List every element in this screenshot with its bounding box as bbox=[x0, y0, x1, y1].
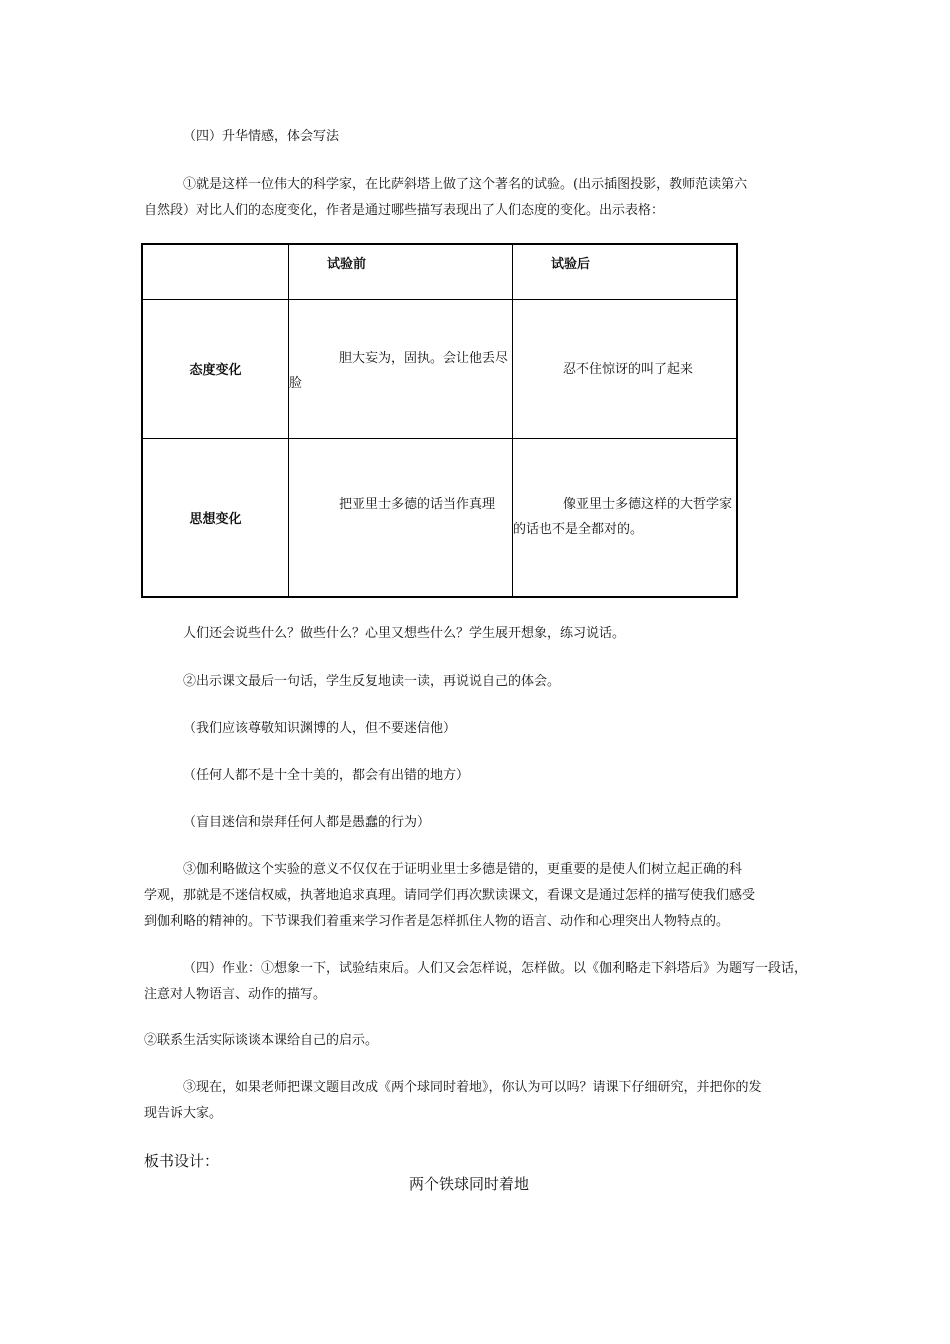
thought-before: 把亚里士多德的话当作真理 bbox=[339, 496, 496, 512]
item-2: ②出示课文最后一句话，学生反复地读一读，再说说自己的体会。 bbox=[183, 674, 561, 689]
item-3-line-1: ③伽利略做这个实验的意义不仅仅在于证明业里士多德是错的，更重要的是使人们树立起正确的科 bbox=[183, 862, 743, 877]
table-header-cell bbox=[513, 244, 738, 299]
header-after: 试验后 bbox=[551, 257, 591, 272]
homework-3-line-2: 现告诉大家。 bbox=[144, 1106, 223, 1121]
table-cell bbox=[513, 438, 738, 597]
quote-1: （我们应该尊敬知识渊博的人，但不要迷信他） bbox=[183, 721, 457, 736]
homework-2: ②联系生活实际谈谈本课给自己的启示。 bbox=[144, 1033, 379, 1048]
attitude-before: 胆大妄为，固执。会让他丢尽脸 bbox=[289, 350, 509, 391]
item-3-line-3: 到伽利略的精神的。下节课我们着重来学习作者是怎样抓住人物的语言、动作和心理突出人物特点的。 bbox=[144, 914, 730, 929]
row-label-attitude: 态度变化 bbox=[189, 363, 242, 378]
table-cell bbox=[513, 299, 738, 438]
quote-3: （盲目迷信和崇拜任何人都是愚蠢的行为） bbox=[183, 815, 431, 830]
table-row bbox=[142, 438, 737, 597]
comparison-table bbox=[141, 243, 738, 598]
section-heading: （四）升华情感，体会写法 bbox=[183, 129, 340, 144]
quote-2: （任何人都不是十全十美的，都会有出错的地方） bbox=[183, 768, 470, 783]
table-header-row bbox=[142, 244, 737, 299]
homework-line-2: 注意对人物语言、动作的描写。 bbox=[144, 987, 327, 1002]
table-cell bbox=[289, 438, 513, 597]
table-header-cell bbox=[289, 244, 513, 299]
homework-3-line-1: ③现在，如果老师把课文题目改成《两个球同时着地》，你认为可以吗？请课下仔细研究，并把你的发 bbox=[183, 1080, 762, 1095]
paragraph-1-continued: 自然段）对比人们的态度变化，作者是通过哪些描写表现出了人们态度的变化。出示表格： bbox=[144, 203, 665, 218]
row-label-cell bbox=[142, 299, 289, 438]
header-before: 试验前 bbox=[327, 257, 367, 272]
homework-line-1: （四）作业：①想象一下，试验结束后。人们又会怎样说，怎样做。以《伽利略走下斜塔后》为题写一段话， bbox=[183, 961, 808, 976]
item-3-line-2: 学观，那就是不迷信权威，执著地追求真理。请同学们再次默读课文，看课文是通过怎样的描写使我们感受 bbox=[144, 888, 756, 903]
attitude-after: 忍不住惊讶的叫了起来 bbox=[563, 361, 694, 377]
table-row bbox=[142, 299, 737, 438]
table-corner-cell bbox=[142, 244, 289, 299]
board-design-label: 板书设计： bbox=[144, 1152, 220, 1170]
board-design-title: 两个铁球同时着地 bbox=[409, 1175, 530, 1193]
paragraph-1: ①就是这样一位伟大的科学家，在比萨斜塔上做了这个著名的试验。(出示插图投影，教师范读第六 bbox=[183, 177, 748, 192]
thought-after: 像亚里士多德这样的大哲学家的话也不是全都对的。 bbox=[513, 496, 733, 537]
after-table-text: 人们还会说些什么？做些什么？心里又想些什么？学生展开想象，练习说话。 bbox=[183, 626, 626, 641]
row-label-cell bbox=[142, 438, 289, 597]
row-label-thought: 思想变化 bbox=[189, 511, 242, 527]
table-cell bbox=[289, 299, 513, 438]
